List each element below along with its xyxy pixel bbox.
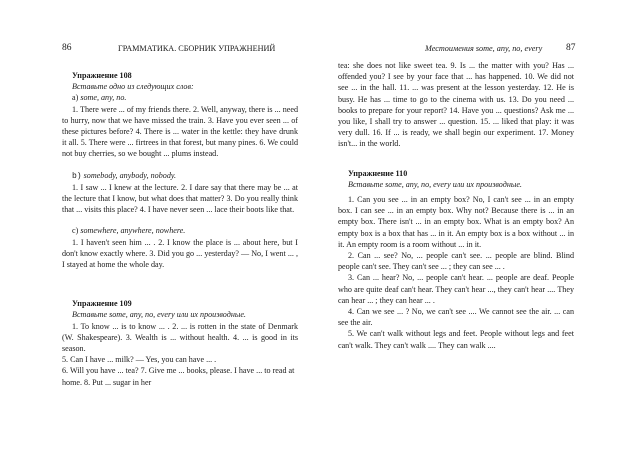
section-c-words: somewhere, anywhere, nowhere. (80, 226, 186, 236)
exercise-109-title: Упражнение 109 (72, 299, 132, 309)
section-b-heading (72, 170, 298, 182)
right-page (319, 0, 638, 451)
section-a-text: 1. There were ... of my friends there. 2. Well, anyway, there is ... need to hurry, now that we have missed the train. 3. Have you ever seen ... of these pictures before? 4. There is ... water in the kettle: they have drunk it all. 5. There were ... firtrees in that forest, but many pines. 6. We could not buy cherries, so we bought ... plums instead. (62, 104, 298, 159)
section-b-letter: b) (72, 171, 82, 181)
exercise-110-para-4: 4. Can we see ... ? No, we can't see .... We cannot see the air. ... can see the air. (338, 307, 574, 328)
exercise-109-line-3: 6. Will you have ... tea? 7. Give me ... books, please. I have ... to read at home. 8. Put ... sugar in her (62, 366, 295, 387)
exercise-108-instruction: Вставьте одно из следующих слов: (72, 82, 194, 92)
exercise-110-para-5: 5. We can't walk without legs and feet. People without legs and feet can't walk. They can't walk .... They can walk .... (338, 329, 574, 350)
section-c-letter: c) (72, 226, 79, 236)
exercise-108-title: Упражнение 108 (72, 71, 132, 80)
exercise-109-continuation: tea: she does not like sweet tea. 9. Is ... the matter with you? Has ... offended you? I see by your face that ... has happened. 10. We did not see ... in the hall. 11. ... was present at the lesson yesterday. 12. He is busy. He has ... time to go to the cinema with us. 13. Do you need ... books to prepare for your report? 14. Have you ... questions? Ask me ... you like, I shall try to answer ... question. 15. ... liked that play: it was very dull. 16. If ... is ready, we shall begin our experiment. 17. Money isn't... in the world. (338, 61, 574, 149)
exercise-110-instruction: Вставьте some, any, no, every или их производные. (348, 179, 522, 189)
section-a-heading (72, 92, 298, 103)
exercise-110-para-3: 3. Can ... hear? No, ... people can't hear. ... people are deaf. People who are quite deaf can't hear. They can't hear ..., they can't hear .... They can hear ... ; they can hear ... . (338, 273, 574, 305)
section-a-words: some, any, no. (80, 93, 127, 103)
section-c-heading (72, 225, 298, 236)
section-a-letter: а) (72, 93, 79, 103)
left-body (62, 70, 298, 388)
exercise-109-instruction: Вставьте some, any, no, every или их производные. (72, 310, 246, 320)
running-head-left: ГРАММАТИКА. СБОРНИК УПРАЖНЕНИЙ (118, 44, 276, 53)
exercise-110-title: Упражнение 110 (348, 168, 408, 178)
exercise-110-para-1: 1. Can you see ... in an empty box? No, I can't see ... in an empty box. I can see ... in an empty box. Why not? Because there is ... in an empty box. There isn't ... in an empty box. What is an empty box? An empty box is a box that has ... in it. An empty box is a box without ... in it. An empty room is a room without ... in it. (338, 195, 574, 249)
page-number-left: 86 (62, 43, 72, 53)
right-body (338, 60, 574, 351)
exercise-109-line-2: 5. Can I have ... milk? — Yes, you can have ... . (62, 355, 217, 365)
running-head-right: Местоимения some, any, no, every (425, 44, 543, 53)
section-c-text: 1. I haven't seen him ... . 2. I know the place is ... about here, but I don't know exactly where. 3. Did you go ... yesterday? — No, I went ... , I stayed at home the whole day. (62, 237, 298, 270)
section-b-text: 1. I saw ... I knew at the lecture. 2. I dare say that there may be ... at the lecture that I know, but what does that matter? 3. Do you really think that ... visits this place? 4. I have never seen ... lace their boots like that. (62, 182, 298, 215)
exercise-110-para-2: 2. Can ... see? No, ... people can't see. ... people are blind. Blind people can't see. They can't see ... ; they can see ... . (338, 251, 574, 272)
page-number-right: 87 (566, 43, 576, 53)
section-b-words: somebody, anybody, nobody. (83, 170, 177, 180)
exercise-109-line-1: 1. To know ... is to know ... . 2. ... is rotten in the state of Denmark (W. Shakespeare). 3. Wealth is ... without health. 4. ... is good in its season. (62, 321, 298, 354)
